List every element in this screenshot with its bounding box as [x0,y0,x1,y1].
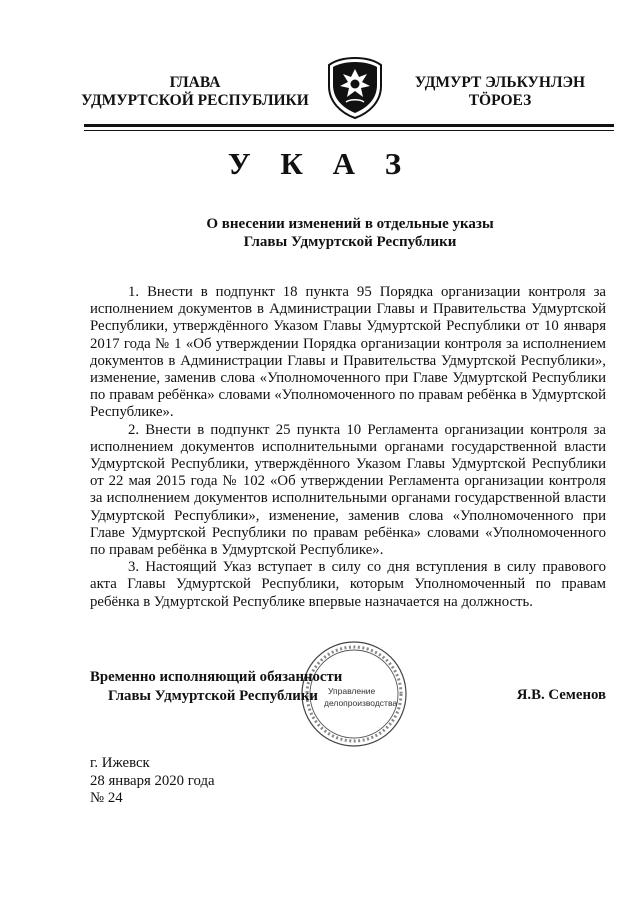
signatory-position-line-2: Главы Удмуртской Республики [108,688,318,704]
issuer-udmurt-line-1: УДМУРТ ЭЛЬКУНЛЭН [414,74,586,91]
issuer-line-2: УДМУРТСКОЙ РЕСПУБЛИКИ [81,92,309,109]
subject-line-1: О внесении изменений в отдельные указы [206,216,494,232]
stamp-text-line-2: делопроизводства [324,698,398,708]
signatory-position-line-1: Временно исполняющий обязанности [90,669,343,685]
coat-of-arms-icon [324,56,386,120]
issuer-udmurt-line-2: ТӦРОЕЗ [468,92,532,109]
subject-line-2: Главы Удмуртской Республики [243,234,457,250]
decree-paragraph-1: 1. Внести в подпункт 18 пункта 95 Порядка организации контроля за исполнением документов в Администрации Главы и Правительства Удмуртской Республики, утверждённого Указом Главы Удмуртской Республики от 10 января 2017 года № 1 «Об утверждении Порядка организации контроля за исполнением документов в Администрации Главы и Правительства Удмуртской Республики», изменение, заменив слова «Уполномоченного при Главе Удмуртской Республики по правам ребёнка» словами «Уполномоченного по правам ребёнка в Удмуртской Республике». [90,284,606,421]
header-divider-thin [84,130,614,131]
signatory-name: Я.В. Семенов [516,687,606,703]
header-divider-thick [84,124,614,127]
issue-place: г. Ижевск [90,755,150,771]
document-subject [120,215,580,251]
stamp-text-line-1: Управление [328,686,376,696]
decree-paragraph-3: 3. Настоящий Указ вступает в силу со дня вступления в силу правового акта Главы Удмуртской Республики, которым Уполномоченный по правам ребёнка в Удмуртской Республике впервые назначается на должность. [90,559,606,610]
issuer-line-1: ГЛАВА [169,74,221,91]
document-type-title: У К А З [227,146,413,181]
decree-paragraph-2: 2. Внести в подпункт 25 пункта 10 Регламента организации контроля за исполнением документов исполнительными органами государственной власти Удмуртской Республики, утверждённого Указом Главы Удмуртской Республики от 22 мая 2015 года № 102 «Об утверждении Регламента организации контроля за исполнением документов исполнительными органами государственной власти Удмуртской Республики», изменение, заменив слова «Уполномоченного при Главе Удмуртской Республики по правам ребёнка» словами «Уполномоченного по правам ребёнка в Удмуртской Республике». [90,421,606,559]
issuer-heading-udmurt [402,74,598,110]
issue-date: 28 января 2020 года [90,772,215,789]
decree-body [90,284,606,611]
issuer-heading-russian [70,74,320,110]
signatory-position [90,668,342,706]
document-requisites [90,755,215,808]
decree-number: № 24 [90,790,123,806]
